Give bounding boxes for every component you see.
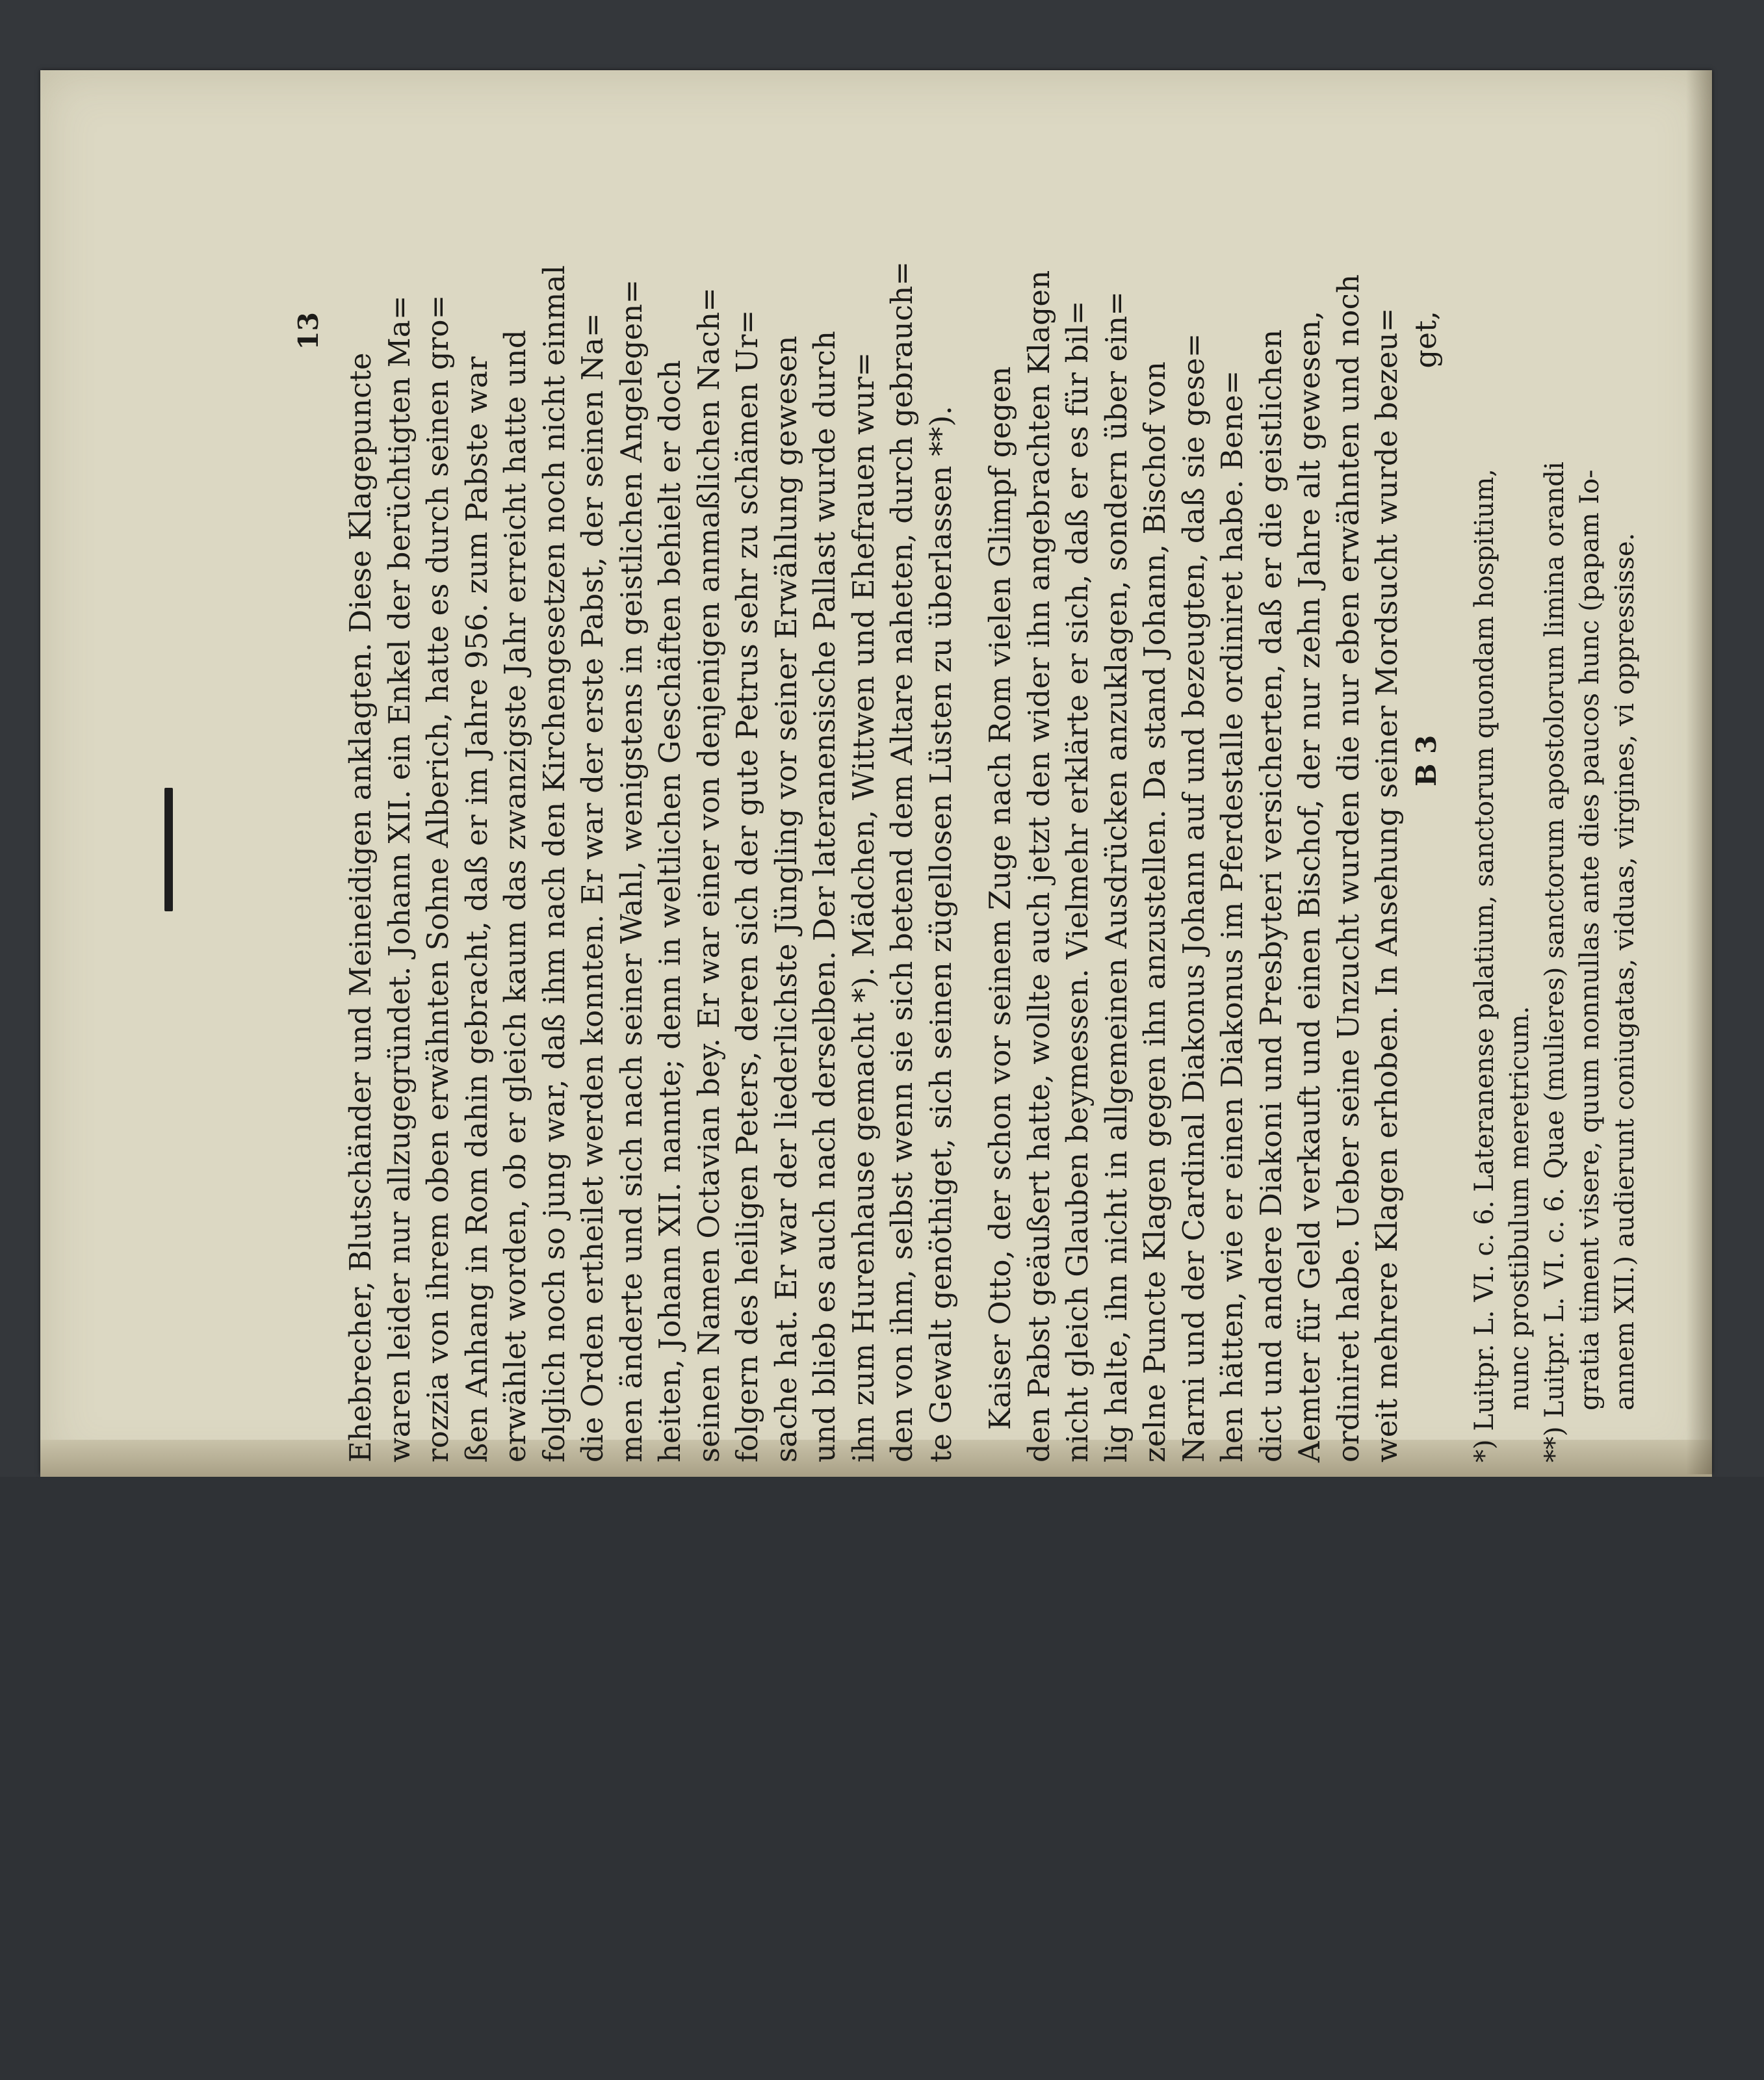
text-line: ßen Anhang in Rom dahin gebracht, daß er im Jahre 956. zum Pabste war xyxy=(459,356,494,1462)
footnote-text: gratia timent visere, quum nonnullas ante dies paucos hunc (papam Io- xyxy=(1575,469,1605,1410)
text-line: seinen Namen Octavian bey. Er war einer von denjenigen anmaßlichen Nach= xyxy=(691,287,726,1462)
text-line: Aemter für Geld verkauft und einen Bischof, der nur zehn Jahre alt gewesen, xyxy=(1292,310,1327,1462)
page-number: 13 xyxy=(292,312,324,350)
footnote-mark: **) xyxy=(1540,1418,1570,1462)
footnote-text: Luitpr. L. VI. c. 6. Lateranense palatium, sanctorum quondam hospitium, xyxy=(1470,469,1499,1431)
text-line: und blieb es auch nach derselben. Der lateranensische Pallast wurde durch xyxy=(807,330,842,1462)
text-line: ihn zum Hurenhause gemacht *). Mädchen, Wittwen und Ehefrauen wur= xyxy=(846,352,881,1462)
text-line: ordiniret habe. Ueber seine Unzucht wurden die nur eben erwähnten und noch xyxy=(1330,274,1366,1462)
text-line: Kaiser Otto, der schon vor seinem Zuge nach Rom vielen Glimpf gegen xyxy=(983,366,1017,1430)
text-line: weit mehrere Klagen erhoben. In Ansehung seiner Mordsucht wurde bezeu= xyxy=(1369,307,1404,1462)
text-line: den Pabst geäußert hatte, wollte auch jetzt den wider ihn angebrachten Klagen xyxy=(1021,270,1056,1462)
page-text-block xyxy=(292,261,1642,1462)
footnote-line xyxy=(1537,306,1572,1462)
text-line: hen hätten, wie er einen Diakonus im Pferdestalle ordiniret habe. Bene= xyxy=(1215,370,1249,1462)
footnote-line xyxy=(1502,306,1537,1462)
footnote-text: annem XII.) audierunt coniugatas, viduas, virgines, vi oppressisse. xyxy=(1610,532,1640,1410)
catchword: get, xyxy=(1408,311,1443,369)
text-line: folglich noch so jung war, daß ihm nach den Kirchengesetzen noch nicht einmal xyxy=(536,265,571,1462)
footnotes xyxy=(1467,306,1642,1462)
text-line: waren leider nur allzugegründet. Johann XII. ein Enkel der berüchtigten Ma= xyxy=(382,295,417,1462)
footnote-line xyxy=(1467,306,1502,1462)
text-line: zelne Puncte Klagen gegen ihn anzustellen. Da stand Johann, Bischof von xyxy=(1137,361,1172,1462)
text-line: te Gewalt genöthiget, sich seinen zügellosen Lüsten zu überlassen **). xyxy=(923,406,958,1462)
text-line: den von ihm, selbst wenn sie sich betend dem Altare naheten, durch gebrauch= xyxy=(885,261,919,1462)
text-line: rozzia von ihrem oben erwähnten Sohne Alberich, hatte es durch seinen gro= xyxy=(421,294,455,1462)
text-line: lig halte, ihn nicht in allgemeinen Ausdrücken anzuklagen, sondern über ein= xyxy=(1098,291,1134,1462)
footnote-line xyxy=(1572,306,1607,1462)
paragraph-1 xyxy=(341,261,960,1462)
printer-rule-mark xyxy=(164,788,173,911)
text-line: sache hat. Er war der liederlichste Jüngling vor seiner Erwählung gewesen xyxy=(768,335,803,1462)
footnote-mark: *) xyxy=(1470,1431,1499,1462)
text-line: heiten, Johann XII. nannte; denn in weltlichen Geschäften behielt er doch xyxy=(653,359,687,1462)
text-line: dict und andere Diakoni und Presbyteri versicherten, daß er die geistlichen xyxy=(1253,329,1288,1462)
text-line: die Orden ertheilet werden konnten. Er war der erste Pabst, der seinen Na= xyxy=(575,313,610,1462)
signature-mark: B 3 xyxy=(1410,734,1442,786)
footnote-text: Luitpr. L. VI. c. 6. Quae (mulieres) sanctorum apostolorum limina orandi xyxy=(1540,462,1570,1418)
rotated-text-frame xyxy=(292,261,1764,2080)
text-line: nicht gleich Glauben beymessen. Vielmehr erklärte er sich, daß er es für bil= xyxy=(1060,300,1095,1462)
footnote-line xyxy=(1607,306,1642,1462)
text-line: men änderte und sich nach seiner Wahl, wenigstens in geistlichen Angelegen= xyxy=(614,279,649,1462)
footnote-text: nunc prostibulum meretricum. xyxy=(1505,1006,1535,1410)
text-line: Ehebrecher, Blutschänder und Meineidigen anklagten. Diese Klagepuncte xyxy=(343,352,378,1462)
text-line: erwählet worden, ob er gleich kaum das zwanzigste Jahr erreicht hatte und xyxy=(498,330,532,1462)
paragraph-2 xyxy=(981,270,1407,1462)
text-line: folgern des heiligen Peters, deren sich der gute Petrus sehr zu schämen Ur= xyxy=(730,309,764,1462)
text-line: Narni und der Cardinal Diakonus Johann auf und bezeugten, daß sie gese= xyxy=(1176,333,1211,1462)
